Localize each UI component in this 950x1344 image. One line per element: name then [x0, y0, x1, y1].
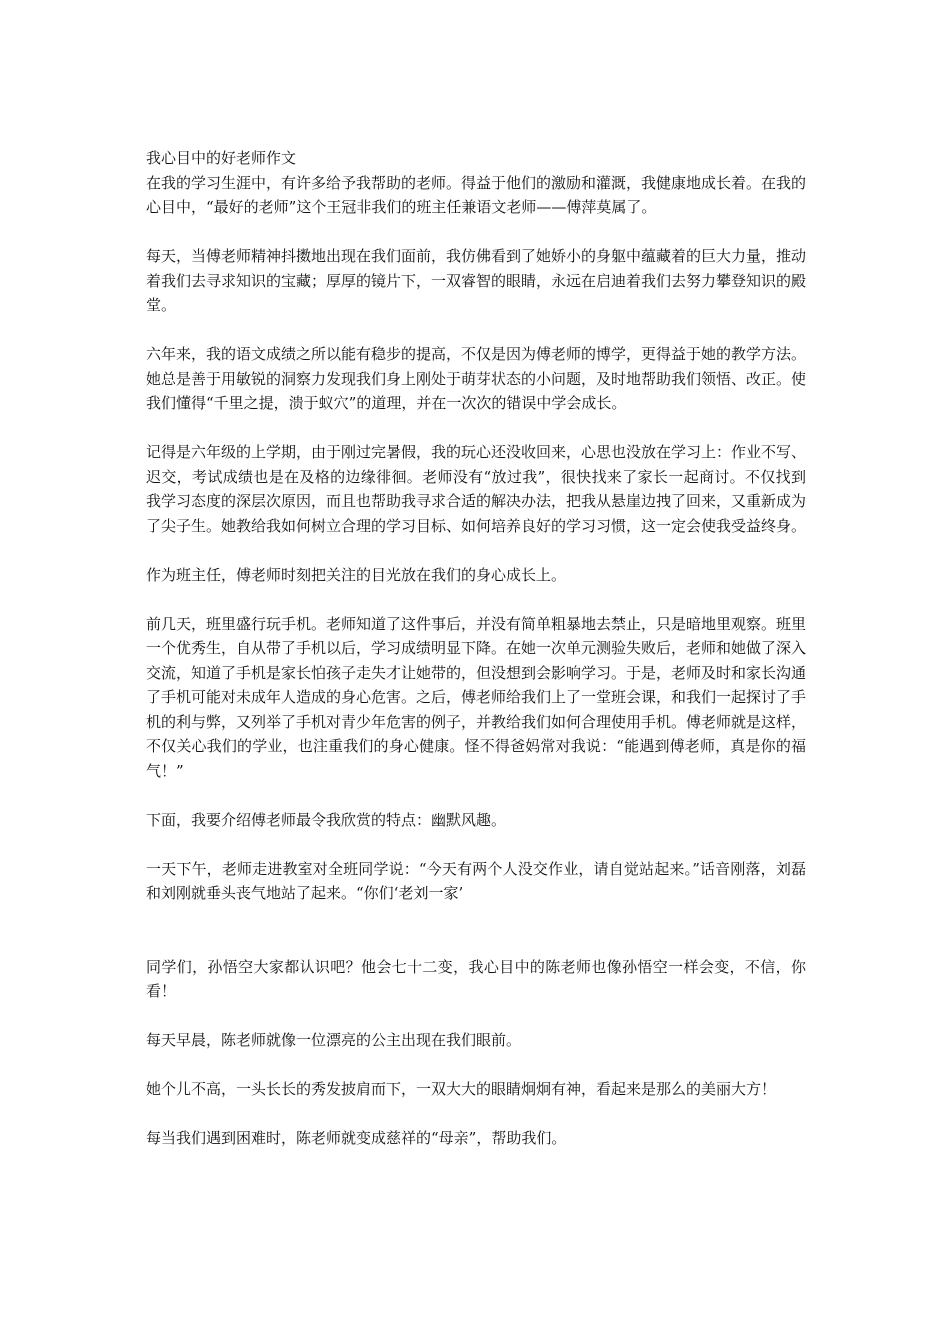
paragraph: 同学们，孙悟空大家都认识吧？他会七十二变，我心目中的陈老师也像孙悟空一样会变，不信，你看！ — [146, 957, 806, 1000]
paragraph: 作为班主任，傅老师时刻把关注的目光放在我们的身心成长上。 — [146, 565, 567, 584]
paragraph: 在我的学习生涯中，有许多给予我帮助的老师。得益于他们的激励和灌溉，我健康地成长着。在我的心目中，“最好的老师”这个王冠非我们的班主任兼语文老师——傅萍莫属了。 — [146, 173, 807, 216]
paragraph: 每天，当傅老师精神抖擞地出现在我们面前，我仿佛看到了她娇小的身躯中蕴藏着的巨大力量，推动着我们去寻求知识的宝藏；厚厚的镜片下，一双睿智的眼睛，永远在启迪着我们去努力攀登知识的殿堂。 — [146, 247, 807, 314]
paragraph: 每当我们遇到困难时，陈老师就变成慈祥的“母亲”，帮助我们。 — [146, 1129, 567, 1147]
paragraph: 她个儿不高，一头长长的秀发披肩而下，一双大大的眼睛炯炯有神，看起来是那么的美丽大方！ — [146, 1080, 777, 1098]
paragraph: 六年来，我的语文成绩之所以能有稳步的提高，不仅是因为傅老师的博学，更得益于她的教学方法。她总是善于用敏锐的洞察力发现我们身上刚处于萌芽状态的小问题，及时地帮助我们领悟、改正。使我们懂得“千里之提，溃于蚁穴”的道理，并在一次次的错误中学会成长。 — [146, 345, 807, 412]
paragraph: 前几天，班里盛行玩手机。老师知道了这件事后，并没有简单粗暴地去禁止，只是暗地里观察。班里一个优秀生，自从带了手机以后，学习成绩明显下降。在她一次单元测验失败后，老师和她做了深入交流，知道了手机是家长怕孩子走失才让她带的，但没想到会影响学习。于是，老师及时和家长沟通了手机可能对未成年人造成的身心危害。之后，傅老师给我们上了一堂班会课，和我们一起探讨了手机的利与弊，又列举了手机对青少年危害的例子，并教给我们如何合理使用手机。傅老师就是这样，不仅关心我们的学业，也注重我们的身心健康。怪不得爸妈常对我说：“能遇到傅老师，真是你的福气！” — [146, 614, 807, 780]
paragraph: 每天早晨，陈老师就像一位漂亮的公主出现在我们眼前。 — [146, 1031, 522, 1049]
paragraph: 一天下午，老师走进教室对全班同学说：“今天有两个人没交作业，请自觉站起来。”话音刚落，刘磊和刘刚就垂头丧气地站了起来。“你们‘老刘一家’ — [146, 859, 806, 902]
document-page — [146, 146, 806, 1175]
section-gap — [146, 930, 806, 955]
paragraph: 下面，我要介绍傅老师最令我欣赏的特点：幽默风趣。 — [146, 810, 507, 829]
paragraph: 记得是六年级的上学期，由于刚过完暑假，我的玩心还没收回来，心思也没放在学习上：作业不写、迟交，考试成绩也是在及格的边缘徘徊。老师没有“放过我”，很快找来了家长一起商讨。不仅找到我学习态度的深层次原因，而且也帮助我寻求合适的解决办法，把我从悬崖边拽了回来，又重新成为了尖子生。她教给我如何树立合理的学习目标、如何培养良好的学习习惯，这一定会使我受益终身。 — [146, 443, 807, 535]
document-title: 我心目中的好老师作文 — [146, 149, 297, 167]
